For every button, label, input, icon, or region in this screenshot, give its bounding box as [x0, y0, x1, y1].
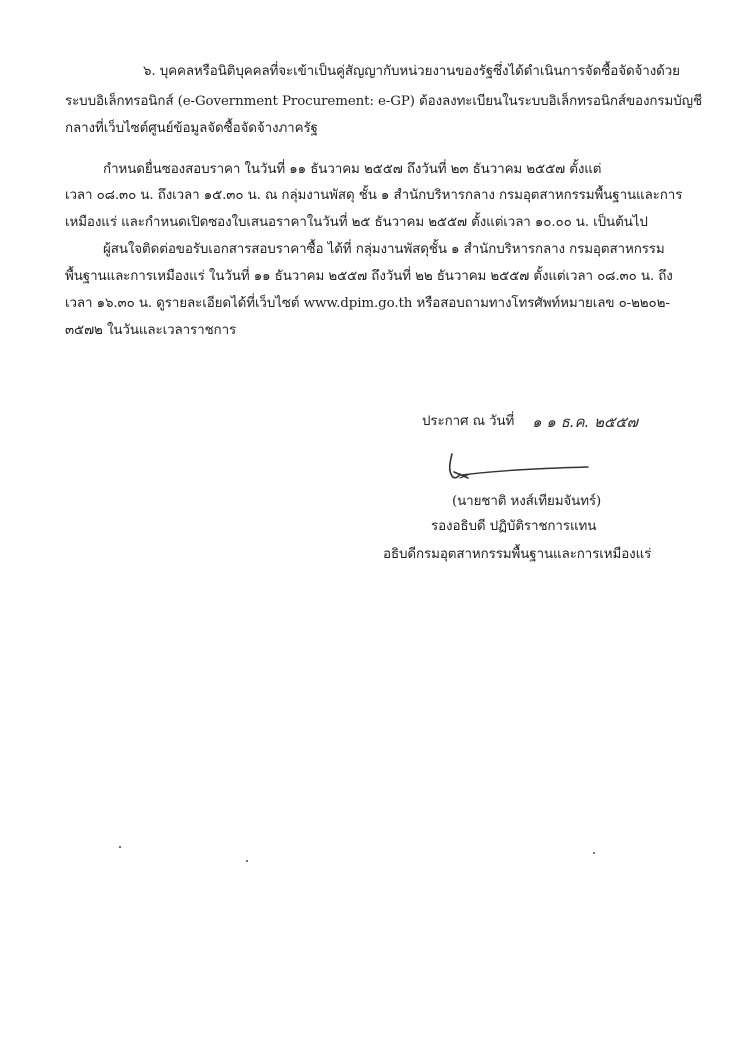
inquiry-line-3: เวลา ๑๖.๓๐ น. ดูรายละเอียดได้ที่เว็บไซต์ www.dpim.go.th หรือสอบถามทางโทรศัพท์หมายเลข ๐-๒๒๐๒- — [65, 296, 670, 311]
submission-line-3: เหมืองแร่ และกำหนดเปิดซองใบเสนอราคาในวันที่ ๒๕ ธันวาคม ๒๕๕๗ ตั้งแต่เวลา ๑๐.๐๐ น. เป็นต้นไป — [65, 215, 648, 230]
announcement-date-handwritten: ๑ ๑ ธ.ค. ๒๕๕๗ — [532, 413, 638, 431]
inquiry-line-2: พื้นฐานและการเหมืองแร่ ในวันที่ ๑๑ ธันวาคม ๒๕๕๗ ถึงวันที่ ๒๒ ธันวาคม ๒๕๕๗ ตั้งแต่เวลา ๐๘.๓๐ น. ถึง — [65, 269, 673, 284]
paragraph-6-line-2: ระบบอิเล็กทรอนิกส์ (e-Government Procurement: e-GP) ต้องลงทะเบียนในระบบอิเล็กทรอนิกส์ของกรมบัญชี — [65, 94, 702, 109]
signatory-organization: อธิบดีกรมอุตสาหกรรมพื้นฐานและการเหมืองแร่ — [383, 547, 652, 562]
signatory-position: รองอธิบดี ปฏิบัติราชการแทน — [431, 519, 597, 534]
signature-mark — [440, 448, 600, 488]
inquiry-line-1: ผู้สนใจติดต่อขอรับเอกสารสอบราคาซื้อ ได้ที่ กลุ่มงานพัสดุชั้น ๑ สำนักบริหารกลาง กรมอุตสาหกรรม — [103, 242, 665, 257]
submission-line-1: กำหนดยื่นซองสอบราคา ในวันที่ ๑๑ ธันวาคม ๒๕๕๗ ถึงวันที่ ๒๓ ธันวาคม ๒๕๕๗ ตั้งแต่ — [103, 162, 602, 177]
submission-line-2: เวลา ๐๘.๓๐ น. ถึงเวลา ๑๕.๓๐ น. ณ กลุ่มงานพัสดุ ชั้น ๑ สำนักบริหารกลาง กรมอุตสาหกรรมพื้นฐานและการ — [65, 188, 683, 203]
scan-speck — [246, 860, 248, 862]
signatory-name: (นายชาติ หงส์เทียมจันทร์) — [452, 494, 602, 509]
inquiry-line-4: ๓๕๗๒ ในวันและเวลาราชการ — [65, 323, 237, 338]
scan-speck — [593, 852, 595, 854]
paragraph-6-line-3: กลางที่เว็บไซต์ศูนย์ข้อมูลจัดซื้อจัดจ้างภาครัฐ — [65, 121, 318, 136]
paragraph-6-line-1: ๖. บุคคลหรือนิติบุคคลที่จะเข้าเป็นคู่สัญญากับหน่วยงานของรัฐซึ่งได้ดำเนินการจัดซื้อจัดจ้างด้วย — [143, 64, 680, 79]
announcement-label: ประกาศ ณ วันที่ — [422, 414, 515, 429]
scan-speck — [119, 846, 121, 848]
